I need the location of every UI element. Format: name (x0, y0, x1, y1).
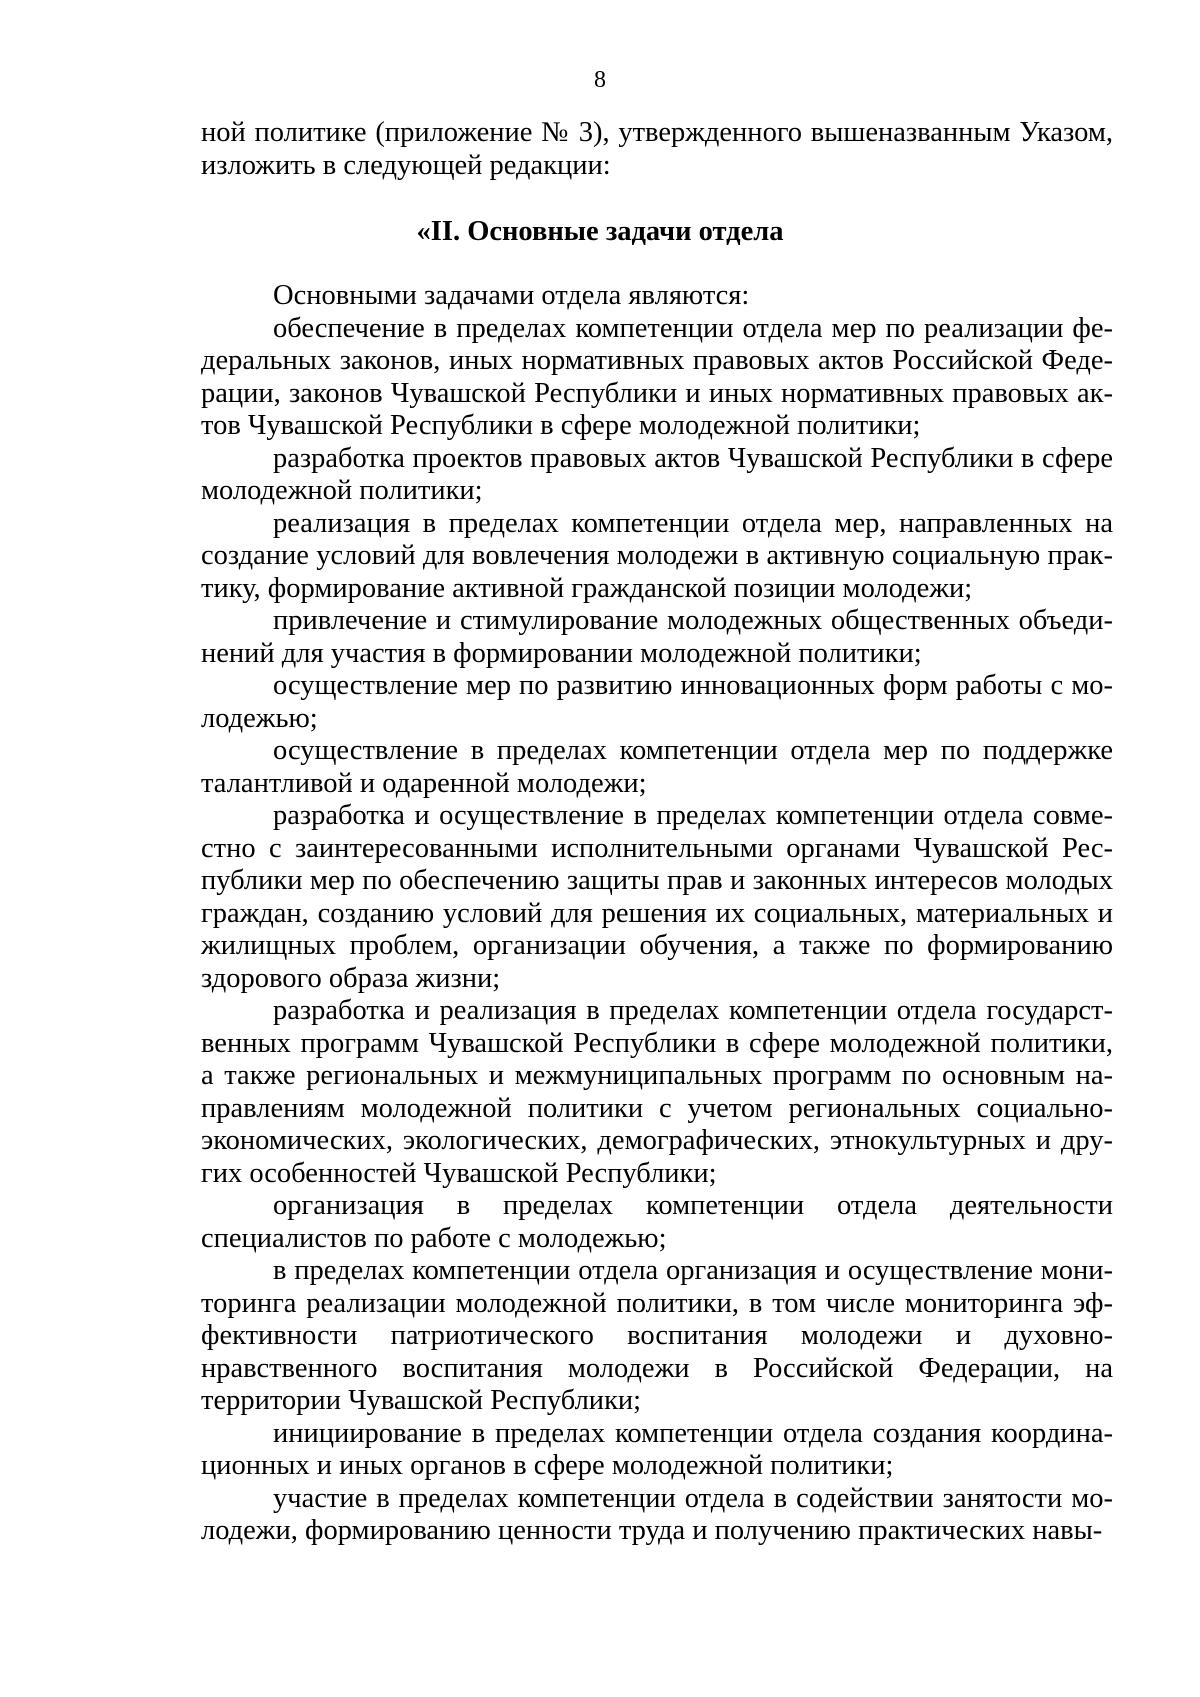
page-number: 8 (594, 67, 606, 93)
task-paragraph: разработка и осуществление в пределах компетенции отдела совместно с заинтересованными исполнительными органами Чувашской Республики мер по обеспечению защиты прав и законных интересов молодых граждан, созданию условий для решения их социальных, материальных и жилищных проблем, организации обучения, а также по формированию здорового образа жизни; (201, 800, 1113, 994)
task-paragraph: привлечение и стимулирование молодежных общественных объединений для участия в формировании молодежной политики; (201, 605, 1113, 669)
tasks-section (201, 280, 1113, 1548)
tasks-lead: Основными задачами отдела являются: (273, 280, 750, 311)
intro-paragraph: ной политике (приложение № 3), утвержденного вышеназванным Указом, изложить в следующей редакции: (201, 117, 1113, 181)
task-paragraph: инициирование в пределах компетенции отдела создания координационных и иных органов в сфере молодежной политики; (201, 1417, 1113, 1481)
task-paragraph: обеспечение в пределах компетенции отдела мер по реализации федеральных законов, иных нормативных правовых актов Российской Федерации, законов Чувашской Республики и иных нормативных правовых актов Чувашской Республики в сфере молодежной политики; (201, 312, 1113, 441)
task-paragraph: разработка проектов правовых актов Чувашской Республики в сфере молодежной политики; (201, 442, 1113, 506)
task-paragraph: участие в пределах компетенции отдела в содействии занятости молодежи, формированию ценности труда и получению практических навы- (201, 1482, 1113, 1546)
task-paragraph: разработка и реализация в пределах компетенции отдела государственных программ Чувашской Республики в сфере молодежной политики, а также региональных и межмуниципальных программ по основным направлениям молодежной политики с учетом региональных социально-экономических, экологических, демографических, этнокультурных и других особенностей Чувашской Республики; (201, 995, 1113, 1189)
task-paragraph: осуществление в пределах компетенции отдела мер по поддержке талантливой и одаренной молодежи; (201, 735, 1113, 799)
task-paragraph: организация в пределах компетенции отдела деятельности специалистов по работе с молодежью; (201, 1190, 1113, 1254)
task-paragraph: реализация в пределах компетенции отдела мер, направленных на создание условий для вовлечения молодежи в активную социальную практику, формирование активной гражданской позиции молодежи; (201, 507, 1113, 604)
task-paragraph: в пределах компетенции отдела организация и осуществление мониторинга реализации молодежной политики, в том числе мониторинга эффективности патриотического воспитания молодежи и духовно-нравственного воспитания молодежи в Российской Федерации, на территории Чувашской Республики; (201, 1255, 1113, 1416)
task-paragraph: осуществление мер по развитию инновационных форм работы с молодежью; (201, 670, 1113, 734)
section-heading: «II. Основные задачи отдела (416, 216, 784, 247)
